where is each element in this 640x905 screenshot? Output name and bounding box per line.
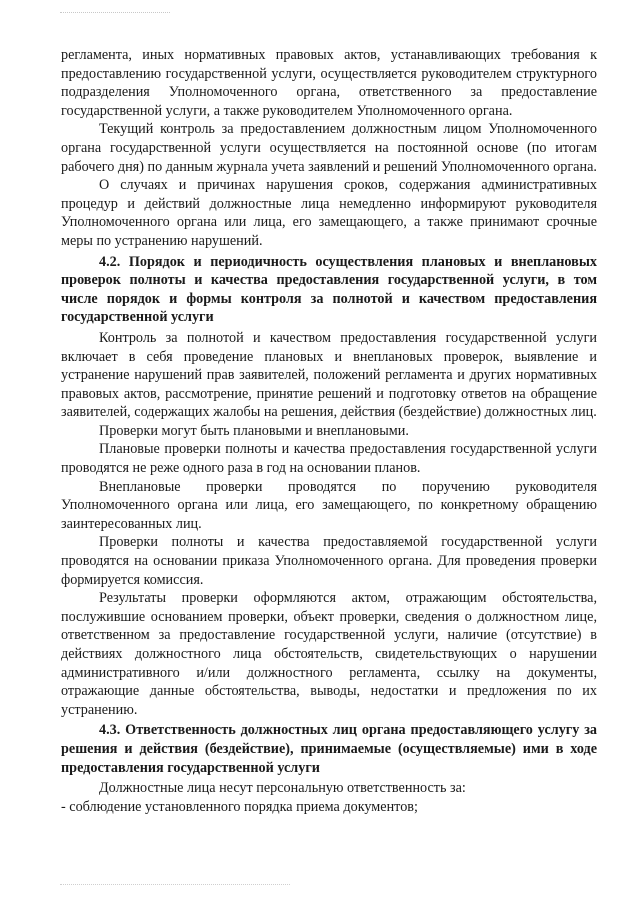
scan-artifact-bottom — [60, 884, 290, 885]
paragraph-violations: О случаях и причинах нарушения сроков, содержания административных процедур и действий должностные лица немедленно информируют руководителя Уполномоченного органа или лица, его замещающего, а также принимают срочные меры по устранению нарушений. — [61, 177, 597, 249]
paragraph-responsibility: Должностные лица несут персональную ответственность за: — [99, 780, 466, 797]
paragraph-regulation-continuation: регламента, иных нормативных правовых актов, устанавливающих требования к предоставлению государственной услуги, осуществляется руководителем структурного подразделения Уполномоченного органа, ответственного за предоставление государственной услуги, а также руководителем Уполномоченного органа. — [61, 47, 597, 119]
paragraph-quality-control: Контроль за полнотой и качеством предоставления государственной услуги включает в себя проведение плановых и внеплановых проверок, выявление и устранение нарушений прав заявителей, положений регламента и других нормативных правовых актов, рассмотрение, принятие решений и подготовку ответов на обращение заявителей, содержащих жалобы на решения, действия (бездействие) должностных лиц. — [61, 329, 597, 421]
paragraph-planned-checks: Плановые проверки полноты и качества предоставления государственной услуги проводятся не реже одного раза в год на основании планов. — [61, 441, 597, 477]
paragraph-check-types: Проверки могут быть плановыми и внеплановыми. — [99, 422, 409, 439]
scan-artifact-top — [60, 12, 170, 13]
paragraph-check-order: Проверки полноты и качества предоставляемой государственной услуги проводятся на основании приказа Уполномоченного органа. Для проведения проверки формируется комиссия. — [61, 534, 597, 588]
paragraph-current-control: Текущий контроль за предоставлением должностным лицом Уполномоченного органа государственной услуги осуществляется на постоянной основе (по итогам рабочего дня) по данным журнала учета заявлений и решений Уполномоченного органа. — [61, 121, 597, 175]
heading-section-4-3: 4.3. Ответственность должностных лиц органа предоставляющего услугу за решения и действия (бездействие), принимаемые (осуществляемые) ими в ходе предоставления государственной услуги — [61, 722, 597, 776]
heading-section-4-2: 4.2. Порядок и периодичность осуществления плановых и внеплановых проверок полноты и качества предоставления государственной услуги, в том числе порядок и формы контроля за полнотой и качеством предоставления государственной услуги — [61, 253, 597, 326]
document-page — [61, 46, 597, 816]
paragraph-check-results: Результаты проверки оформляются актом, отражающим обстоятельства, послужившие основанием проверки, объект проверки, сведения о должностном лице, ответственном за предоставление государственной услуги, наличие (отсутствие) в действиях должностного лица обстоятельств, свидетельствующих о нарушении административного и/или должностного регламента, ссылку на документы, отражающие данные обстоятельства, выводы, недостатки и предложения по их устранению. — [61, 590, 597, 718]
paragraph-unplanned-checks: Внеплановые проверки проводятся по поручению руководителя Уполномоченного органа или лица, его замещающего, по конкретному обращению заинтересованных лиц. — [61, 478, 597, 532]
list-item-document-reception: - соблюдение установленного порядка приема документов; — [61, 798, 418, 815]
